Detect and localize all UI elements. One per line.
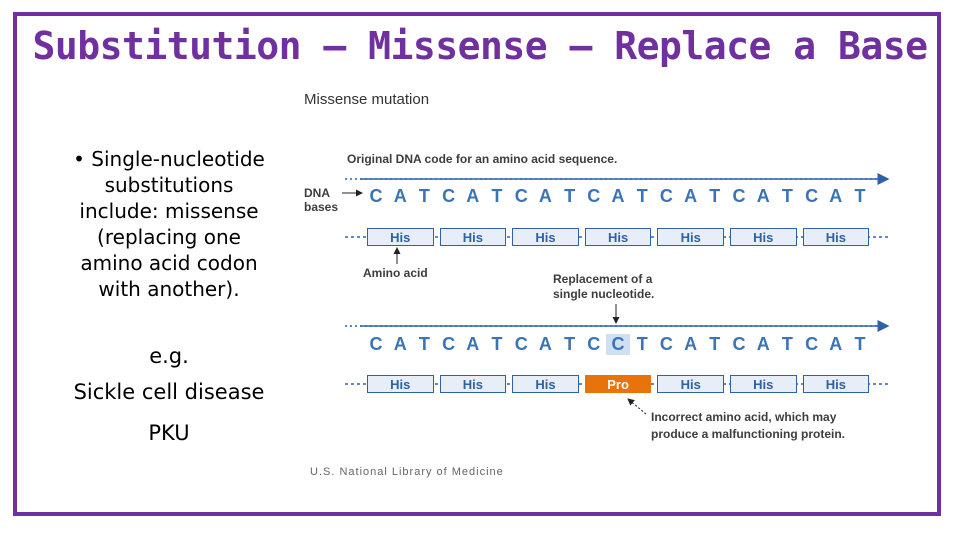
- dna-base: A: [393, 186, 407, 206]
- bullet-line: include: missense: [79, 199, 259, 223]
- dna-label: DNA: [304, 186, 330, 200]
- amino-acid-box: Pro: [585, 375, 652, 393]
- dna-base: C: [587, 334, 601, 354]
- dna-base: A: [684, 186, 698, 206]
- dna-base: C: [442, 186, 456, 206]
- dna-base: C: [369, 334, 383, 354]
- incorrect-caption-line: Incorrect amino acid, which may: [651, 410, 837, 424]
- dna-base: A: [538, 186, 552, 206]
- bases-label: bases: [304, 200, 339, 214]
- amino-acid-label: Amino acid: [363, 266, 428, 280]
- dna-base: C: [606, 334, 630, 355]
- example-eg: e.g.: [149, 344, 189, 368]
- dna-base: C: [659, 334, 673, 354]
- dna-base: T: [418, 334, 430, 354]
- bullet-line: with another).: [98, 277, 240, 301]
- dna-base: A: [829, 334, 843, 354]
- dna-base: A: [466, 186, 480, 206]
- amino-acid-box: His: [585, 228, 652, 246]
- original-caption: Original DNA code for an amino acid sequence.: [347, 152, 618, 166]
- amino-acid-box: His: [512, 228, 579, 246]
- example-pku: PKU: [148, 421, 190, 445]
- dna-base: T: [709, 334, 721, 354]
- dna-base: C: [514, 186, 528, 206]
- incorrect-pointer-arrow: [628, 399, 646, 414]
- dna-base: A: [393, 334, 407, 354]
- dna-base: T: [636, 186, 648, 206]
- dna-base: T: [781, 186, 793, 206]
- dna-base: C: [659, 186, 673, 206]
- dna-base: A: [538, 334, 552, 354]
- amino-acid-box: His: [657, 228, 724, 246]
- dna-base: T: [709, 186, 721, 206]
- bullet-line: substitutions: [104, 173, 234, 197]
- example-sickle-cell: Sickle cell disease: [73, 380, 265, 404]
- incorrect-caption-line: produce a malfunctioning protein.: [651, 427, 846, 441]
- dna-base: A: [611, 186, 625, 206]
- dna-base: C: [805, 334, 819, 354]
- bullet-text: [40, 146, 298, 302]
- dna-base: T: [854, 334, 866, 354]
- incorrect-caption: [651, 409, 845, 443]
- bullet-line: (replacing one: [97, 225, 241, 249]
- missense-diagram: [300, 86, 900, 486]
- dna-base: T: [564, 186, 576, 206]
- dna-base: C: [442, 334, 456, 354]
- bullet-line: Single-nucleotide: [91, 147, 265, 171]
- dna-base: T: [418, 186, 430, 206]
- amino-acid-box: His: [367, 228, 434, 246]
- replacement-caption: [553, 272, 654, 302]
- amino-acid-box: His: [730, 228, 797, 246]
- dna-base: T: [636, 334, 648, 354]
- dna-base: T: [854, 186, 866, 206]
- amino-acid-box: His: [657, 375, 724, 393]
- dna-base: C: [805, 186, 819, 206]
- dna-base: A: [756, 334, 770, 354]
- amino-acid-box: His: [730, 375, 797, 393]
- bullet-line: amino acid codon: [80, 251, 258, 275]
- dna-base: C: [732, 186, 746, 206]
- amino-acid-box: His: [512, 375, 579, 393]
- replacement-caption-line: single nucleotide.: [553, 287, 655, 301]
- dna-base: T: [491, 186, 503, 206]
- amino-acid-box: His: [803, 228, 870, 246]
- dna-base: C: [587, 186, 601, 206]
- dna-base: A: [756, 186, 770, 206]
- dna-base: C: [514, 334, 528, 354]
- diagram-heading: Missense mutation: [304, 91, 430, 108]
- dna-base: A: [684, 334, 698, 354]
- amino-acid-box: His: [367, 375, 434, 393]
- bullet-marker: •: [73, 147, 85, 171]
- dna-base: C: [732, 334, 746, 354]
- dna-base: A: [829, 186, 843, 206]
- dna-base: T: [491, 334, 503, 354]
- dna-base: C: [369, 186, 383, 206]
- amino-acid-box: His: [440, 228, 507, 246]
- dna-base: A: [466, 334, 480, 354]
- amino-acid-box: His: [803, 375, 870, 393]
- source-credit: U.S. National Library of Medicine: [310, 466, 504, 478]
- slide-title: Substitution – Missense – Replace a Base: [32, 24, 928, 68]
- amino-acid-box: His: [440, 375, 507, 393]
- dna-base: T: [781, 334, 793, 354]
- dna-base: T: [564, 334, 576, 354]
- replacement-caption-line: Replacement of a: [553, 272, 653, 286]
